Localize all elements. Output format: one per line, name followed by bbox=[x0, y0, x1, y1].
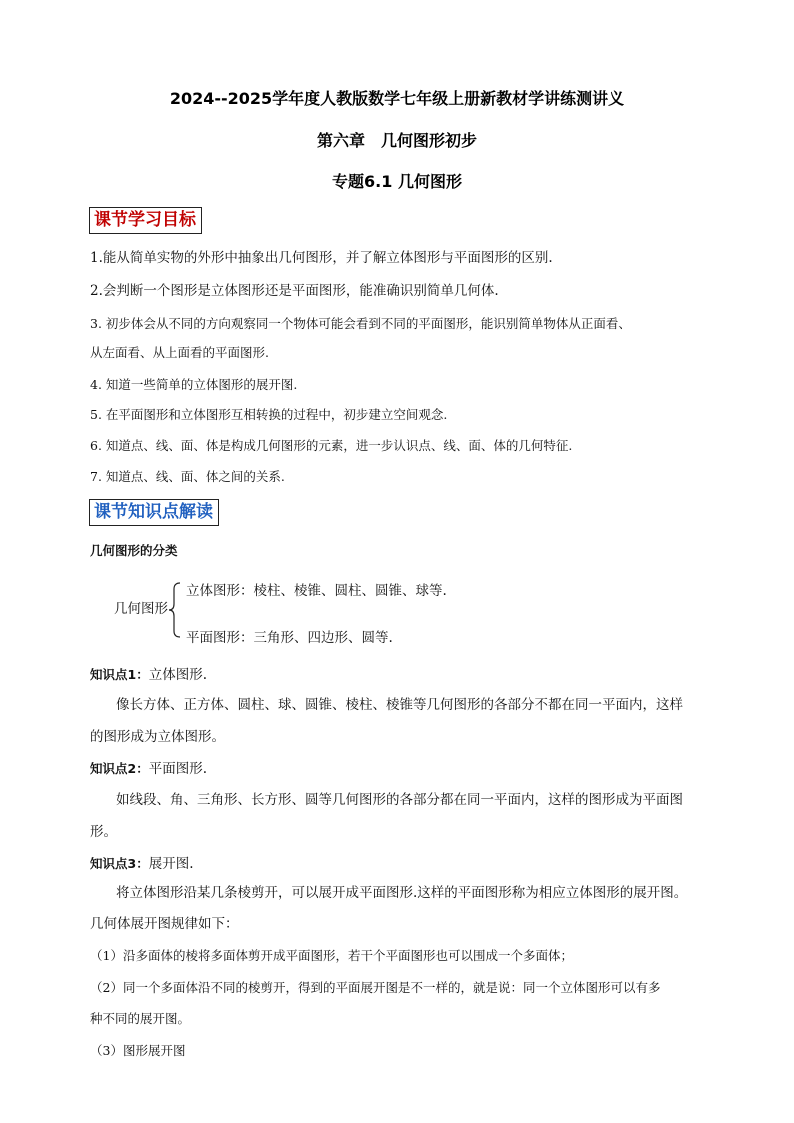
knowledge-point-label: 知识点1： bbox=[90, 667, 149, 682]
objective-item: 4. 知道一些简单的立体图形的展开图. bbox=[90, 377, 298, 392]
rule-item: 种不同的展开图。 bbox=[90, 1011, 191, 1026]
knowledge-point-label: 知识点2： bbox=[90, 761, 149, 776]
paragraph-line: 如线段、角、三角形、长方形、圆等几何图形的各部分都在同一平面内，这样的图形成为平面图 bbox=[116, 792, 683, 808]
knowledge-point-title: 立体图形. bbox=[148, 667, 207, 683]
rule-item: （2）同一个多面体沿不同的棱剪开，得到的平面展开图是不一样的，就是说：同一个立体图形可以有多 bbox=[90, 980, 661, 995]
rule-item: （1）沿多面体的棱将多面体剪开成平面图形，若干个平面图形也可以围成一个多面体； bbox=[90, 948, 573, 963]
objective-item: 5. 在平面图形和立体图形互相转换的过程中，初步建立空间观念. bbox=[90, 407, 448, 422]
objective-item: 1.能从简单实物的外形中抽象出几何图形，并了解立体图形与平面图形的区别. bbox=[90, 250, 553, 266]
paragraph-line: 几何体展开图规律如下： bbox=[90, 916, 239, 932]
knowledge-point-title: 展开图. bbox=[148, 856, 194, 872]
knowledge-point-label: 知识点3： bbox=[90, 856, 149, 871]
chapter-title: 第六章 几何图形初步 bbox=[316, 131, 477, 150]
classification-branch-plane: 平面图形：三角形、四边形、圆等. bbox=[186, 630, 393, 646]
paragraph-line: 的图形成为立体图形。 bbox=[90, 729, 225, 745]
paragraph-line: 像长方体、正方体、圆柱、球、圆锥、棱柱、棱锥等几何图形的各部分不都在同一平面内，这样 bbox=[116, 697, 683, 713]
objective-item: 6. 知道点、线、面、体是构成几何图形的元素，进一步认识点、线、面、体的几何特征. bbox=[90, 438, 573, 453]
knowledge-point-title: 平面图形. bbox=[148, 761, 207, 777]
classification-heading: 几何图形的分类 bbox=[90, 543, 178, 558]
section-label-knowledge: 课节知识点解读 bbox=[89, 499, 219, 526]
document-title: 2024--2025学年度人教版数学七年级上册新教材学讲练测讲义 bbox=[169, 89, 625, 108]
rule-item: （3）图形展开图 bbox=[90, 1043, 186, 1058]
objective-item: 从左面看、从上面看的平面图形. bbox=[90, 345, 269, 360]
paragraph-line: 将立体图形沿某几条棱剪开，可以展开成平面图形.这样的平面图形称为相应立体图形的展开图。 bbox=[116, 885, 688, 901]
brace-icon bbox=[168, 581, 182, 639]
classification-branch-solid: 立体图形：棱柱、棱锥、圆柱、圆锥、球等. bbox=[186, 583, 447, 599]
knowledge-point-3 bbox=[90, 855, 714, 873]
topic-title: 专题6.1 几何图形 bbox=[332, 172, 462, 191]
objective-item: 7. 知道点、线、面、体之间的关系. bbox=[90, 469, 285, 484]
paragraph-line: 形。 bbox=[90, 824, 117, 840]
knowledge-point-2 bbox=[90, 760, 714, 778]
section-label-objectives: 课节学习目标 bbox=[89, 207, 202, 234]
objective-item: 3. 初步体会从不同的方向观察同一个物体可能会看到不同的平面图形，能识别简单物体从正面看、 bbox=[90, 316, 631, 331]
knowledge-point-1 bbox=[90, 666, 714, 684]
classification-root: 几何图形 bbox=[114, 601, 168, 617]
objective-item: 2.会判断一个图形是立体图形还是平面图形，能准确识别简单几何体. bbox=[90, 283, 499, 299]
